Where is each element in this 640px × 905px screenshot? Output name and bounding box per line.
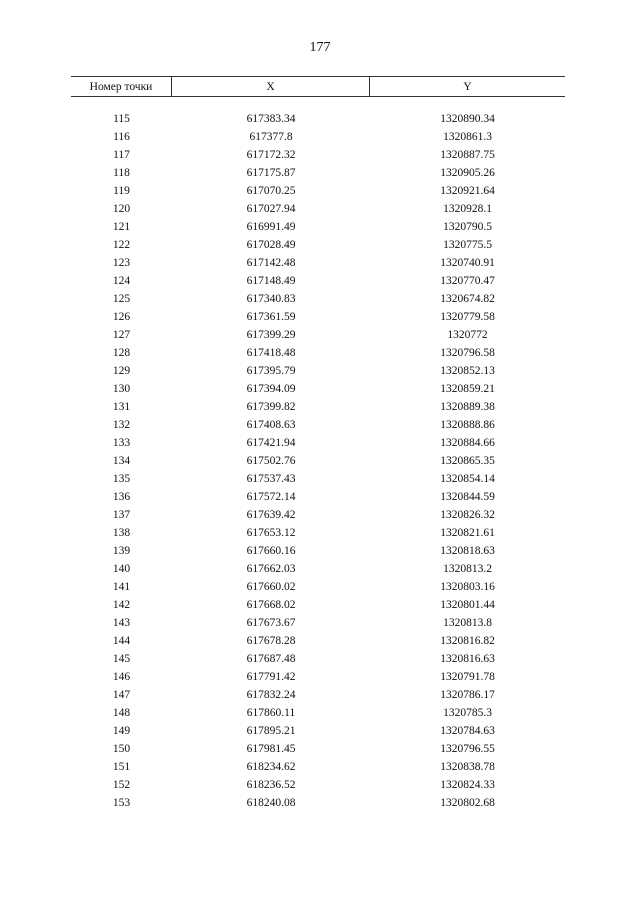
y-cell: 1320816.63 <box>440 653 495 665</box>
x-cell: 617340.83 <box>246 293 296 305</box>
point-number-cell: 130 <box>112 383 131 395</box>
table-row <box>71 398 565 416</box>
point-number-cell: 117 <box>113 149 130 161</box>
point-number-cell: 115 <box>113 113 130 125</box>
table-row <box>71 218 565 236</box>
y-cell: 1320784.63 <box>440 725 495 737</box>
y-cell: 1320905.26 <box>440 167 495 179</box>
column-header-y: Y <box>463 80 472 93</box>
x-cell: 617148.49 <box>246 275 296 287</box>
y-cell: 1320826.32 <box>440 509 495 521</box>
table-row <box>71 362 565 380</box>
x-cell: 617027.94 <box>246 203 296 215</box>
x-cell: 617639.42 <box>246 509 296 521</box>
table-row <box>71 650 565 668</box>
point-number-cell: 131 <box>112 401 131 413</box>
page-number: 177 <box>309 40 331 55</box>
x-cell: 617399.29 <box>246 329 296 341</box>
y-cell: 1320818.63 <box>440 545 495 557</box>
table-row <box>71 236 565 254</box>
point-number-cell: 128 <box>112 347 131 359</box>
y-cell: 1320824.33 <box>440 779 495 791</box>
x-cell: 617383.34 <box>246 113 296 125</box>
y-cell: 1320740.91 <box>440 257 495 269</box>
table-row <box>71 758 565 776</box>
table-header <box>71 76 565 97</box>
table-row <box>71 146 565 164</box>
table-row <box>71 128 565 146</box>
y-cell: 1320770.47 <box>440 275 495 287</box>
y-cell: 1320854.14 <box>440 473 495 485</box>
point-number-cell: 153 <box>112 797 131 809</box>
x-cell: 617981.45 <box>246 743 296 755</box>
table-row <box>71 614 565 632</box>
x-cell: 617860.11 <box>246 707 296 719</box>
y-cell: 1320816.82 <box>440 635 495 647</box>
y-cell: 1320838.78 <box>440 761 495 773</box>
table-row <box>71 470 565 488</box>
table-row <box>71 740 565 758</box>
point-number-cell: 124 <box>112 275 131 287</box>
y-cell: 1320813.8 <box>443 617 492 629</box>
table-row <box>71 794 565 812</box>
y-cell: 1320775.5 <box>443 239 492 251</box>
x-cell: 617791.42 <box>246 671 296 683</box>
point-number-cell: 150 <box>112 743 131 755</box>
point-number-cell: 125 <box>112 293 131 305</box>
point-number-cell: 152 <box>112 779 131 791</box>
x-cell: 617399.82 <box>246 401 296 413</box>
coordinates-table-body <box>71 110 565 812</box>
point-number-cell: 118 <box>113 167 130 179</box>
y-cell: 1320796.55 <box>440 743 495 755</box>
x-cell: 616991.49 <box>246 221 296 233</box>
point-number-cell: 136 <box>112 491 131 503</box>
table-row <box>71 686 565 704</box>
x-cell: 617895.21 <box>246 725 296 737</box>
y-cell: 1320844.59 <box>440 491 495 503</box>
point-number-cell: 126 <box>112 311 131 323</box>
table-row <box>71 110 565 128</box>
x-cell: 617660.02 <box>246 581 296 593</box>
table-row <box>71 524 565 542</box>
table-row <box>71 632 565 650</box>
point-number-cell: 143 <box>112 617 131 629</box>
point-number-cell: 132 <box>112 419 131 431</box>
y-cell: 1320921.64 <box>440 185 495 197</box>
x-cell: 617537.43 <box>246 473 296 485</box>
x-cell: 618240.08 <box>246 797 296 809</box>
y-cell: 1320861.3 <box>443 131 492 143</box>
point-number-cell: 140 <box>112 563 131 575</box>
point-number-cell: 145 <box>112 653 131 665</box>
point-number-cell: 137 <box>112 509 131 521</box>
x-cell: 617502.76 <box>246 455 296 467</box>
table-row <box>71 344 565 362</box>
x-cell: 617418.48 <box>246 347 296 359</box>
point-number-cell: 138 <box>112 527 131 539</box>
point-number-cell: 147 <box>112 689 131 701</box>
y-cell: 1320785.3 <box>443 707 492 719</box>
y-cell: 1320790.5 <box>443 221 492 233</box>
y-cell: 1320865.35 <box>440 455 495 467</box>
x-cell: 617572.14 <box>246 491 296 503</box>
table-row <box>71 506 565 524</box>
y-cell: 1320890.34 <box>440 113 495 125</box>
y-cell: 1320772 <box>447 329 488 341</box>
point-number-cell: 141 <box>112 581 131 593</box>
x-cell: 617653.12 <box>246 527 296 539</box>
x-cell: 617673.67 <box>246 617 296 629</box>
x-cell: 617028.49 <box>246 239 296 251</box>
table-row <box>71 668 565 686</box>
y-cell: 1320802.68 <box>440 797 495 809</box>
x-cell: 617678.28 <box>246 635 296 647</box>
point-number-cell: 144 <box>112 635 131 647</box>
point-number-cell: 120 <box>112 203 131 215</box>
table-row <box>71 416 565 434</box>
table-row <box>71 452 565 470</box>
point-number-cell: 149 <box>112 725 131 737</box>
table-row <box>71 272 565 290</box>
x-cell: 617175.87 <box>246 167 296 179</box>
column-header-point-number: Номер точки <box>71 77 172 96</box>
x-cell: 617377.8 <box>249 131 293 143</box>
table-row <box>71 578 565 596</box>
y-cell: 1320779.58 <box>440 311 495 323</box>
point-number-cell: 122 <box>112 239 131 251</box>
x-cell: 617172.32 <box>246 149 296 161</box>
point-number-cell: 139 <box>112 545 131 557</box>
x-cell: 617361.59 <box>246 311 296 323</box>
point-number-cell: 129 <box>112 365 131 377</box>
y-cell: 1320884.66 <box>440 437 495 449</box>
point-number-cell: 134 <box>112 455 131 467</box>
table-row <box>71 434 565 452</box>
table-row <box>71 254 565 272</box>
table-row <box>71 560 565 578</box>
table-row <box>71 488 565 506</box>
column-header-x: X <box>172 77 370 96</box>
x-cell: 618234.62 <box>246 761 296 773</box>
y-cell: 1320889.38 <box>440 401 495 413</box>
point-number-cell: 151 <box>112 761 131 773</box>
table-row <box>71 380 565 398</box>
x-cell: 617395.79 <box>246 365 296 377</box>
point-number-cell: 142 <box>112 599 131 611</box>
y-cell: 1320791.78 <box>440 671 495 683</box>
x-cell: 617142.48 <box>246 257 296 269</box>
point-number-cell: 116 <box>113 131 130 143</box>
point-number-cell: 119 <box>113 185 130 197</box>
x-cell: 617421.94 <box>246 437 296 449</box>
x-cell: 617660.16 <box>246 545 296 557</box>
y-cell: 1320888.86 <box>440 419 495 431</box>
y-cell: 1320887.75 <box>440 149 495 161</box>
point-number-cell: 135 <box>112 473 131 485</box>
y-cell: 1320674.82 <box>440 293 495 305</box>
table-row <box>71 326 565 344</box>
x-cell: 618236.52 <box>246 779 296 791</box>
x-cell: 617668.02 <box>246 599 296 611</box>
y-cell: 1320859.21 <box>440 383 495 395</box>
point-number-cell: 123 <box>112 257 131 269</box>
y-cell: 1320928.1 <box>443 203 492 215</box>
point-number-cell: 133 <box>112 437 131 449</box>
table-row <box>71 722 565 740</box>
y-cell: 1320796.58 <box>440 347 495 359</box>
y-cell: 1320821.61 <box>440 527 495 539</box>
x-cell: 617832.24 <box>246 689 296 701</box>
point-number-cell: 148 <box>112 707 131 719</box>
table-row <box>71 164 565 182</box>
y-cell: 1320852.13 <box>440 365 495 377</box>
table-row <box>71 308 565 326</box>
x-cell: 617687.48 <box>246 653 296 665</box>
table-row <box>71 542 565 560</box>
y-cell: 1320803.16 <box>440 581 495 593</box>
y-cell: 1320801.44 <box>440 599 495 611</box>
point-number-cell: 127 <box>112 329 131 341</box>
x-cell: 617662.03 <box>246 563 296 575</box>
table-row <box>71 704 565 722</box>
table-row <box>71 776 565 794</box>
y-cell: 1320786.17 <box>440 689 495 701</box>
x-cell: 617394.09 <box>246 383 296 395</box>
table-row <box>71 596 565 614</box>
x-cell: 617070.25 <box>246 185 296 197</box>
point-number-cell: 146 <box>112 671 131 683</box>
x-cell: 617408.63 <box>246 419 296 431</box>
y-cell: 1320813.2 <box>443 563 492 575</box>
point-number-cell: 121 <box>112 221 131 233</box>
table-row <box>71 290 565 308</box>
table-row <box>71 200 565 218</box>
table-row <box>71 182 565 200</box>
